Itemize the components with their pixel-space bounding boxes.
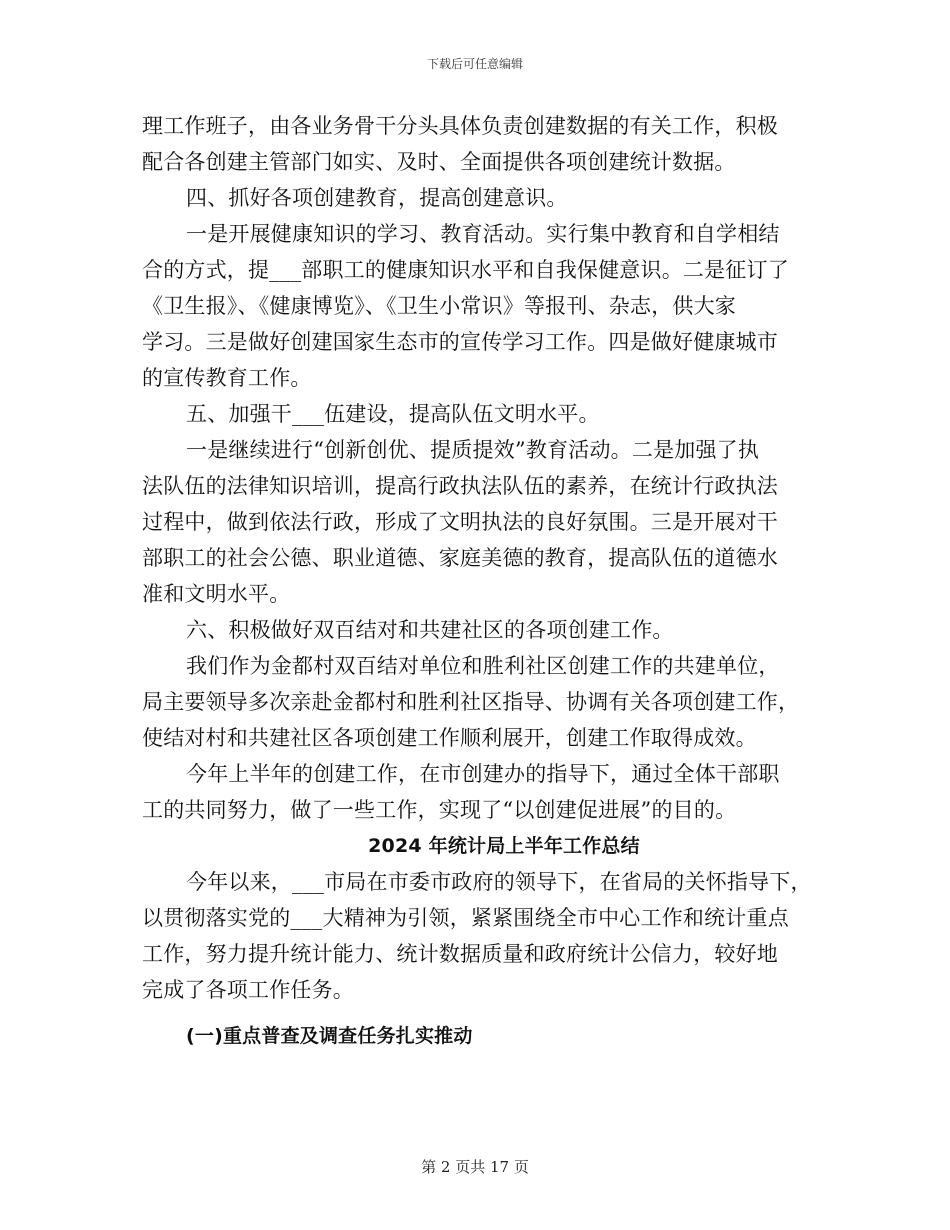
document-title: 2024 年统计局上半年工作总结 [368, 835, 640, 857]
paragraph-line: 《卫生报》、《健康博览》、《卫生小常识》等报刊、杂志，供大家 [142, 294, 736, 318]
paragraph-line: 一是继续进行“创新创优、提质提效”教育活动。二是加强了执 [186, 438, 760, 462]
subsection-heading: (一)重点普查及调查任务扎实推动 [186, 1025, 473, 1047]
section-heading-4: 四、抓好各项创建教育，提高创建意识。 [186, 186, 568, 210]
paragraph-line: 一是开展健康知识的学习、教育活动。实行集中教育和自学相结 [186, 222, 780, 246]
paragraph-line: 准和文明水平。 [142, 582, 291, 606]
paragraph-line: 法队伍的法律知识培训，提高行政执法队伍的素养，在统计行政执法 [142, 474, 778, 498]
paragraph-line: 的宣传教育工作。 [142, 366, 312, 390]
paragraph-line: 完成了各项工作任务。 [142, 978, 354, 1002]
page-header: 下载后可任意编辑 [426, 57, 523, 71]
section-heading-5: 五、加强干___伍建设，提高队伍文明水平。 [186, 402, 600, 426]
paragraph-line: 部职工的社会公德、职业道德、家庭美德的教育，提高队伍的道德水 [142, 546, 778, 570]
paragraph-line: 使结对村和共建社区各项创建工作顺利展开，创建工作取得成效。 [142, 726, 757, 750]
paragraph-line: 今年上半年的创建工作，在市创建办的指导下，通过全体干部职 [186, 762, 780, 786]
section-heading-6: 六、积极做好双百结对和共建社区的各项创建工作。 [186, 618, 674, 642]
paragraph-line: 学习。三是做好创建国家生态市的宣传学习工作。四是做好健康城市 [142, 330, 778, 354]
paragraph-line: 配合各创建主管部门如实、及时、全面提供各项创建统计数据。 [142, 150, 736, 174]
paragraph-line: 工作，努力提升统计能力、统计数据质量和政府统计公信力，较好地 [142, 942, 778, 966]
paragraph-line: 今年以来，___市局在市委市政府的领导下，在省局的关怀指导下， [186, 870, 812, 894]
paragraph-line: 过程中，做到依法行政，形成了文明执法的良好氛围。三是开展对干 [142, 510, 778, 534]
paragraph-line: 理工作班子，由各业务骨干分头具体负责创建数据的有关工作，积极 [142, 114, 778, 138]
document-body [142, 108, 822, 1054]
paragraph-line: 以贯彻落实党的___大精神为引领，紧紧围绕全市中心工作和统计重点 [142, 906, 789, 930]
page-footer: 第 2 页共 17 页 [421, 1158, 529, 1176]
paragraph-line: 局主要领导多次亲赴金都村和胜利社区指导、协调有关各项创建工作， [142, 690, 800, 714]
paragraph-line: 合的方式，提___部职工的健康知识水平和自我保健意识。二是征订了 [142, 258, 789, 282]
paragraph-line: 我们作为金都村双百结对单位和胜利社区创建工作的共建单位， [186, 654, 780, 678]
paragraph-line: 工的共同努力，做了一些工作，实现了“以创建促进展”的目的。 [142, 798, 737, 822]
